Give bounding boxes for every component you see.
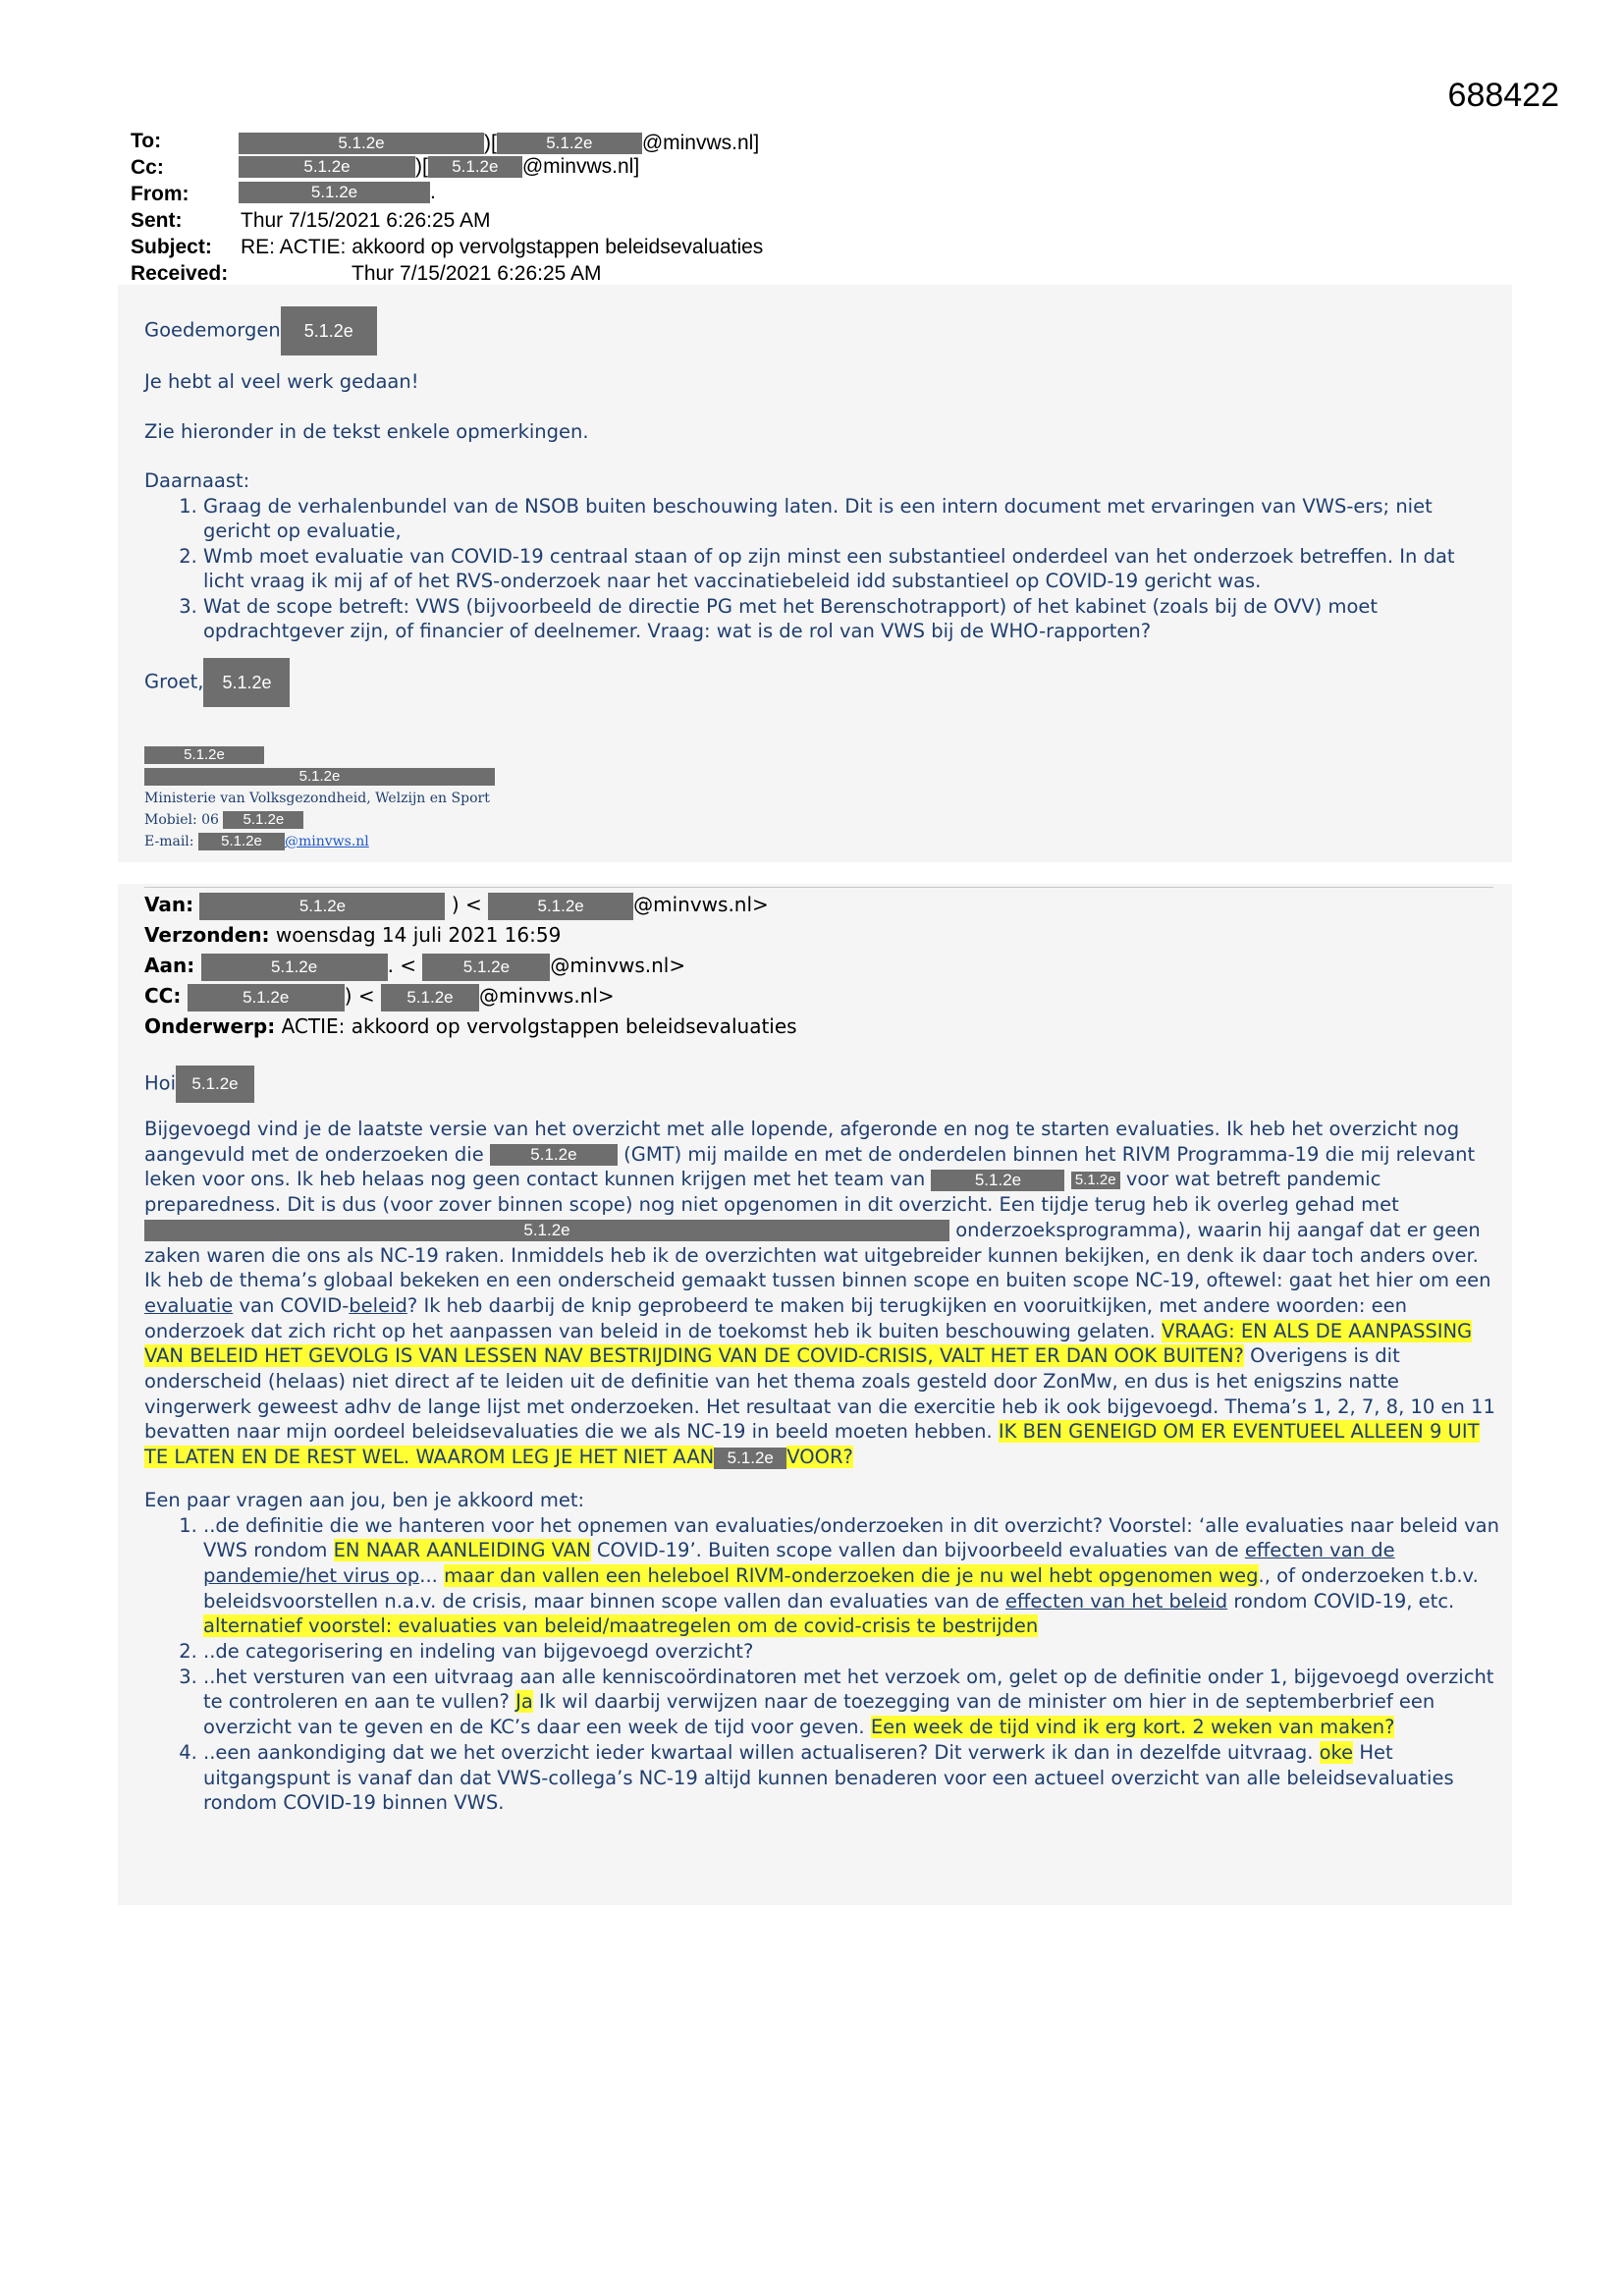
reply-line-1: Je hebt al veel werk gedaan! — [144, 370, 419, 393]
highlighted-comment: alternatief voorstel: evaluaties van beleid/maatregelen om de covid-crisis te bestrijden — [203, 1614, 1039, 1638]
from-label: From: — [131, 183, 189, 205]
redaction-box: 5.1.2e — [239, 156, 415, 178]
redaction-box: 5.1.2e — [176, 1066, 254, 1103]
van-label: Van: — [144, 893, 194, 916]
highlighted-comment: maar dan vallen een heleboel RIVM-onderzoeken die je nu wel hebt opgenomen weg — [444, 1563, 1259, 1587]
redaction-box: 5.1.2e — [490, 1144, 618, 1166]
questions-list — [144, 1513, 1499, 1816]
onderwerp-value: ACTIE: akkoord op vervolgstappen beleidsevaluaties — [281, 1014, 797, 1038]
redaction-box: 5.1.2e — [381, 984, 479, 1011]
aan-label: Aan: — [144, 954, 195, 977]
text-run: effecten van het beleid — [1004, 1589, 1228, 1613]
highlighted-comment: Ja — [515, 1690, 533, 1714]
cc-fwd-suffix: @minvws.nl> — [479, 984, 615, 1008]
reply-list-item: 1. Graag de verhalenbundel van de NSOB buiten beschouwing laten. Dit is een intern document met ervaringen van VWS-ers; niet gericht op evaluatie, — [203, 494, 1499, 544]
signature-ministry: Ministerie van Volksgezondheid, Welzijn en Sport — [144, 791, 490, 806]
text-run: ? Ik heb daarbij de knip geprobeerd te maken bij terugkijken en vooruitkijken, met andere woorden: een onderzoek dat zich richt op het aanpassen van beleid in de toekomst heb ik buiten beschouwing gelaten. — [144, 1293, 1407, 1342]
redaction-box: 5.1.2e — [428, 156, 522, 178]
forwarded-body — [144, 1066, 1499, 1816]
redaction-box: 5.1.2e — [198, 833, 285, 850]
reply-intro: Daarnaast: — [144, 469, 250, 492]
forwarded-greeting: Hoi — [144, 1071, 177, 1095]
van-suffix: @minvws.nl> — [633, 893, 769, 916]
onderwerp-label: Onderwerp: — [144, 1014, 276, 1038]
reply-list — [144, 494, 1499, 644]
text-run: COVID-19’. Buiten scope vallen dan bijvoorbeeld evaluaties van de — [596, 1539, 1239, 1562]
message-separator — [144, 887, 1493, 888]
text-run: beleid — [349, 1293, 407, 1317]
reply-body — [144, 306, 1499, 707]
question-item — [203, 1740, 1499, 1816]
forwarded-paragraph — [144, 1117, 1499, 1470]
signature-email-label: E-mail: — [144, 834, 194, 849]
cc-fwd-label: CC: — [144, 984, 182, 1008]
received-value: Thur 7/15/2021 6:26:25 AM — [352, 262, 602, 285]
sent-value: Thur 7/15/2021 6:26:25 AM — [241, 209, 491, 232]
subject-label: Subject: — [131, 236, 212, 258]
text-run: effecten van de pandemie/het virus op — [203, 1539, 1395, 1587]
text-run: ..het versturen van een uitvraag aan alle kenniscoördinatoren met het verzoek om, gelet op de definitie onder 1, bijgevoegd overzicht te controleren en aan te vullen? — [203, 1665, 1494, 1714]
text-run: ..een aankondiging dat we het overzicht ieder kwartaal willen actualiseren? Dit verwerk ik dan in dezelfde uitvraag. — [203, 1740, 1314, 1764]
text-run: van COVID- — [239, 1293, 350, 1317]
text-run: rondom COVID-19, etc. — [1233, 1589, 1455, 1613]
highlighted-comment: VRAAG: EN ALS DE AANPASSING VAN BELEID HET GEVOLG IS VAN LESSEN NAV BESTRIJDING VAN DE COVID-CRISIS, VALT HET ER DAN OOK BUITEN? — [144, 1319, 1473, 1368]
redaction-box: 5.1.2e — [199, 893, 445, 920]
text-run: voor wat betreft pandemic preparedness. Dit is dus (voor zover binnen scope) nog niet opgenomen in dit overzicht. Een tijdje terug heb ik overleg gehad met — [144, 1168, 1399, 1217]
redaction-box: 5.1.2e — [144, 768, 495, 786]
redaction-box: 5.1.2e — [223, 811, 303, 829]
redaction-box: 5.1.2e — [144, 1220, 949, 1241]
text-run: Bijgevoegd vind je de laatste versie van het overzicht met alle lopende, afgeronde en nog te starten evaluaties. Ik heb het overzicht nog aangevuld met de onderzoeken die — [144, 1118, 1460, 1166]
question-item — [203, 1665, 1499, 1740]
signature — [144, 744, 495, 852]
reply-list-item: 2. Wmb moet evaluatie van COVID-19 centraal staan of op zijn minst een substantieel onderdeel van het onderzoek betreffen. In dat licht vraag ik mij af of het RVS-onderzoek naar het vaccinatiebeleid idd substantieel op COVID-19 gericht was. — [203, 544, 1499, 594]
to-suffix: @minvws.nl] — [641, 132, 760, 154]
aan-suffix: @minvws.nl> — [550, 954, 686, 977]
reply-list-item: 3. Wat de scope betreft: VWS (bijvoorbeeld de directie PG met het Berenschotrapport) of het kabinet (zoals bij de OVV) moet opdrachtgever zijn, of financier of deelnemer. Vraag: wat is de rol van VWS bij de WHO-rapporten? — [203, 594, 1499, 644]
redaction-box: 5.1.2e — [931, 1170, 1064, 1191]
redaction-box: 5.1.2e — [188, 984, 345, 1011]
text-run: ... — [419, 1563, 438, 1587]
forwarded-header: Van: 5.1.2e ) < 5.1.2e @minvws.nl> Verzonden: woensdag 14 juli 2021 16:59 Aan: 5.1.2e . < 5.1.2e @minvws.nl> CC: 5.1.2e ) < 5.1.2e @minvws.nl> Onderwerp: ACTIE: akkoord op vervolgstappen beleidsevaluaties — [144, 893, 797, 1038]
highlighted-comment: oke — [1319, 1740, 1354, 1764]
reply-greeting: Goedemorgen — [144, 318, 281, 342]
text-run: Het uitgangspunt is vanaf dan dat VWS-collega’s NC-19 altijd kunnen benaderen voor een actueel overzicht van alle beleidsevaluaties rondom COVID-19 binnen VWS. — [203, 1740, 1454, 1815]
sent-label: Sent: — [131, 209, 183, 232]
reply-line-2: Zie hieronder in de tekst enkele opmerkingen. — [144, 419, 589, 443]
text-run: Overigens is dit onderscheid (helaas) niet direct af te leiden uit de definitie van het thema zoals gesteld door ZonMw, en dus is het enigszins natte vingerwerk geweest adhv de lange lijst met onderzoeken. Het resultaat van die exercitie heb ik ook bijgevoegd. Thema’s 1, 2, 7, 8, 10 en 11 bevatten naar mijn oordeel beleidsevaluaties die we als NC-19 in beeld moeten hebben. — [144, 1344, 1495, 1444]
question-item — [203, 1513, 1499, 1640]
highlighted-comment: EN NAAR AANLEIDING VAN — [333, 1539, 591, 1562]
redaction-box: 5.1.2e — [201, 954, 388, 981]
cc-suffix: @minvws.nl] — [521, 155, 640, 178]
redaction-box: 5.1.2e — [497, 133, 642, 154]
text-run: onderzoeksprogramma), waarin hij aangaf dat er geen zaken waren die ons als NC-19 raken. Inmiddels heb ik de overzichten wat uitgebreider kunnen bekijken, en denk ik daar toch anders over. Ik heb de thema’s globaal bekeken en een onderscheid gemaakt tussen binnen scope en buiten scope NC-19, oftewel: gaat het hier om een — [144, 1218, 1491, 1292]
text-run: Ik wil daarbij verwijzen naar de toezegging van de minister om hier in de septemberbrief een overzicht van te geven en de KC’s daar een week de tijd voor geven. — [203, 1690, 1435, 1739]
signature-email-link[interactable]: @minvws.nl — [284, 834, 369, 849]
redaction-box: 5.1.2e — [239, 133, 484, 154]
highlighted-comment: VOOR? — [786, 1446, 853, 1469]
redaction-box: 5.1.2e — [1071, 1172, 1120, 1189]
highlighted-comment: IK BEN GENEIGD OM ER EVENTUEEL ALLEEN 9 UIT TE LATEN EN DE REST WEL. WAAROM LEG JE HET NIET AAN — [144, 1420, 1480, 1469]
redaction-box: 5.1.2e — [422, 954, 550, 981]
question-item: 2. ..de categorisering en indeling van bijgevoegd overzicht? — [203, 1639, 1499, 1665]
document-number: 688422 — [1447, 77, 1559, 114]
reply-closing: Groet, — [144, 670, 204, 692]
questions-intro: Een paar vragen aan jou, ben je akkoord met: — [144, 1488, 585, 1511]
text-run: ., of onderzoeken t.b.v. beleidsvoorstellen n.a.v. de crisis, maar binnen scope vallen dan evaluaties van de — [203, 1563, 1479, 1613]
redaction-box: 5.1.2e — [488, 893, 633, 920]
redaction-box: 5.1.2e — [714, 1448, 786, 1469]
verzonden-label: Verzonden: — [144, 923, 270, 947]
cc-label: Cc: — [131, 156, 164, 179]
text-run: (GMT) mij mailde en met de onderdelen binnen het RIVM Programma-19 die mij relevant leken voor ons. Ik heb helaas nog geen contact kunnen krijgen met het team van — [144, 1142, 1476, 1191]
subject-value: RE: ACTIE: akkoord op vervolgstappen beleidsevaluaties — [241, 236, 764, 258]
redaction-box: 5.1.2e — [203, 658, 290, 707]
redaction-box: 5.1.2e — [239, 182, 430, 203]
to-label: To: — [131, 130, 162, 152]
text-run: evaluatie — [144, 1293, 234, 1317]
redaction-box: 5.1.2e — [144, 746, 264, 764]
received-label: Received: — [131, 262, 229, 285]
text-run: ..de definitie die we hanteren voor het opnemen van evaluaties/onderzoeken in dit overzicht? Voorstel: ‘alle evaluaties naar beleid van VWS rondom — [203, 1513, 1499, 1562]
highlighted-comment: Een week de tijd vind ik erg kort. 2 weken van maken? — [870, 1716, 1395, 1739]
verzonden-value: woensdag 14 juli 2021 16:59 — [275, 923, 562, 947]
signature-mobile-label: Mobiel: 06 — [144, 812, 219, 828]
redaction-box: 5.1.2e — [281, 306, 377, 355]
